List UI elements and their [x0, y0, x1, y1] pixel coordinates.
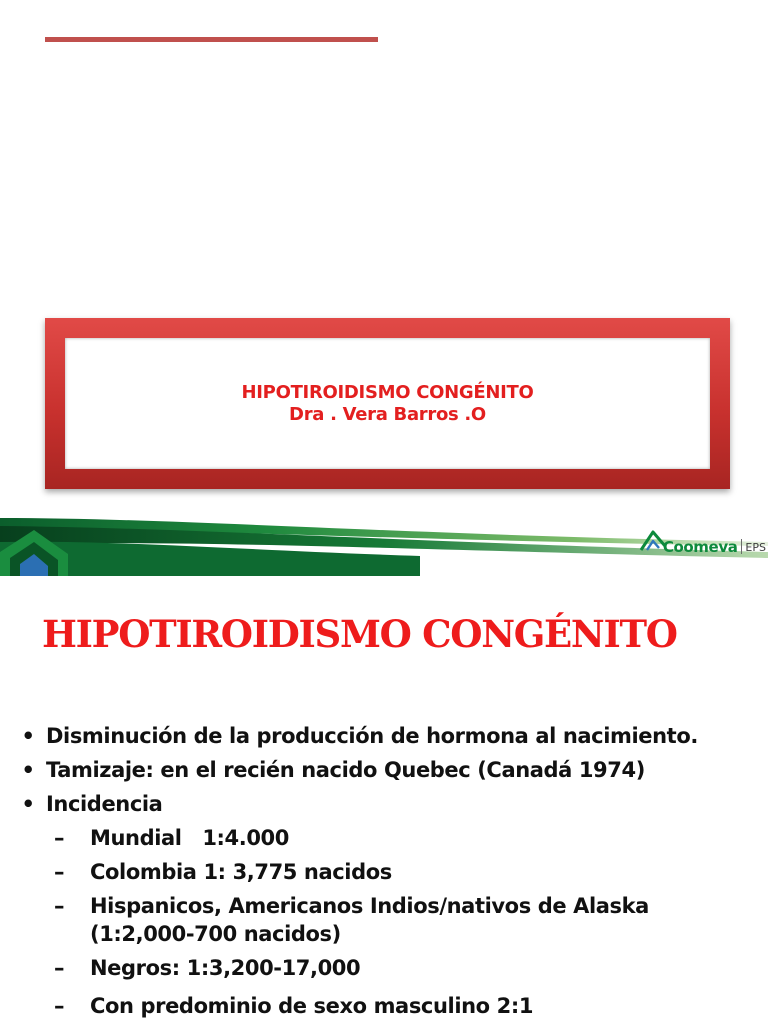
bullet-marker: • — [21, 724, 35, 748]
accent-rule — [45, 37, 378, 42]
sub-bullet-marker: – — [54, 994, 65, 1018]
logo-brand-text: Coomeva — [662, 538, 738, 556]
sub-bullet-marker: – — [54, 860, 65, 884]
sub-bullet-marker: – — [54, 894, 65, 918]
logo-divider — [741, 539, 742, 554]
sub-bullet-marker: – — [54, 956, 65, 980]
content-slide — [0, 576, 768, 1024]
logo-suffix-text: EPS — [745, 541, 766, 554]
bullet-marker: • — [21, 758, 35, 782]
bullet-list — [10, 719, 765, 1023]
sub-bullet-item — [54, 951, 765, 985]
bullet-text: Incidencia — [46, 792, 163, 816]
sub-bullet-item — [54, 855, 765, 889]
sub-bullet-text: Negros: 1:3,200-17,000 — [90, 956, 361, 980]
title-frame — [45, 318, 730, 489]
sub-bullet-item — [54, 989, 765, 1023]
bullet-item — [10, 787, 765, 821]
title-box — [65, 338, 710, 469]
bullet-item — [10, 719, 765, 753]
sub-bullet-text: Colombia 1: 3,775 nacidos — [90, 860, 392, 884]
bullet-item — [10, 753, 765, 787]
sub-bullet-text: Con predominio de sexo masculino 2:1 — [90, 994, 534, 1018]
slide-title: HIPOTIROIDISMO CONGÉNITO — [42, 612, 677, 656]
presentation-title: HIPOTIROIDISMO CONGÉNITO — [241, 381, 534, 403]
bullet-text: Disminución de la producción de hormona al nacimiento. — [46, 724, 698, 748]
coomeva-logo — [639, 528, 766, 556]
sub-bullet-text: Hispanicos, Americanos Indios/nativos de Alaska — [90, 894, 649, 918]
sub-bullet-continuation: (1:2,000-700 nacidos) — [90, 922, 341, 946]
bullet-marker: • — [21, 792, 35, 816]
sub-bullet-item — [54, 821, 765, 855]
bullet-text: Tamizaje: en el recién nacido Quebec (Canadá 1974) — [46, 758, 645, 782]
sub-bullet-marker: – — [54, 826, 65, 850]
presentation-author: Dra . Vera Barros .O — [289, 403, 486, 425]
sub-bullet-text: Mundial 1:4.000 — [90, 826, 289, 850]
